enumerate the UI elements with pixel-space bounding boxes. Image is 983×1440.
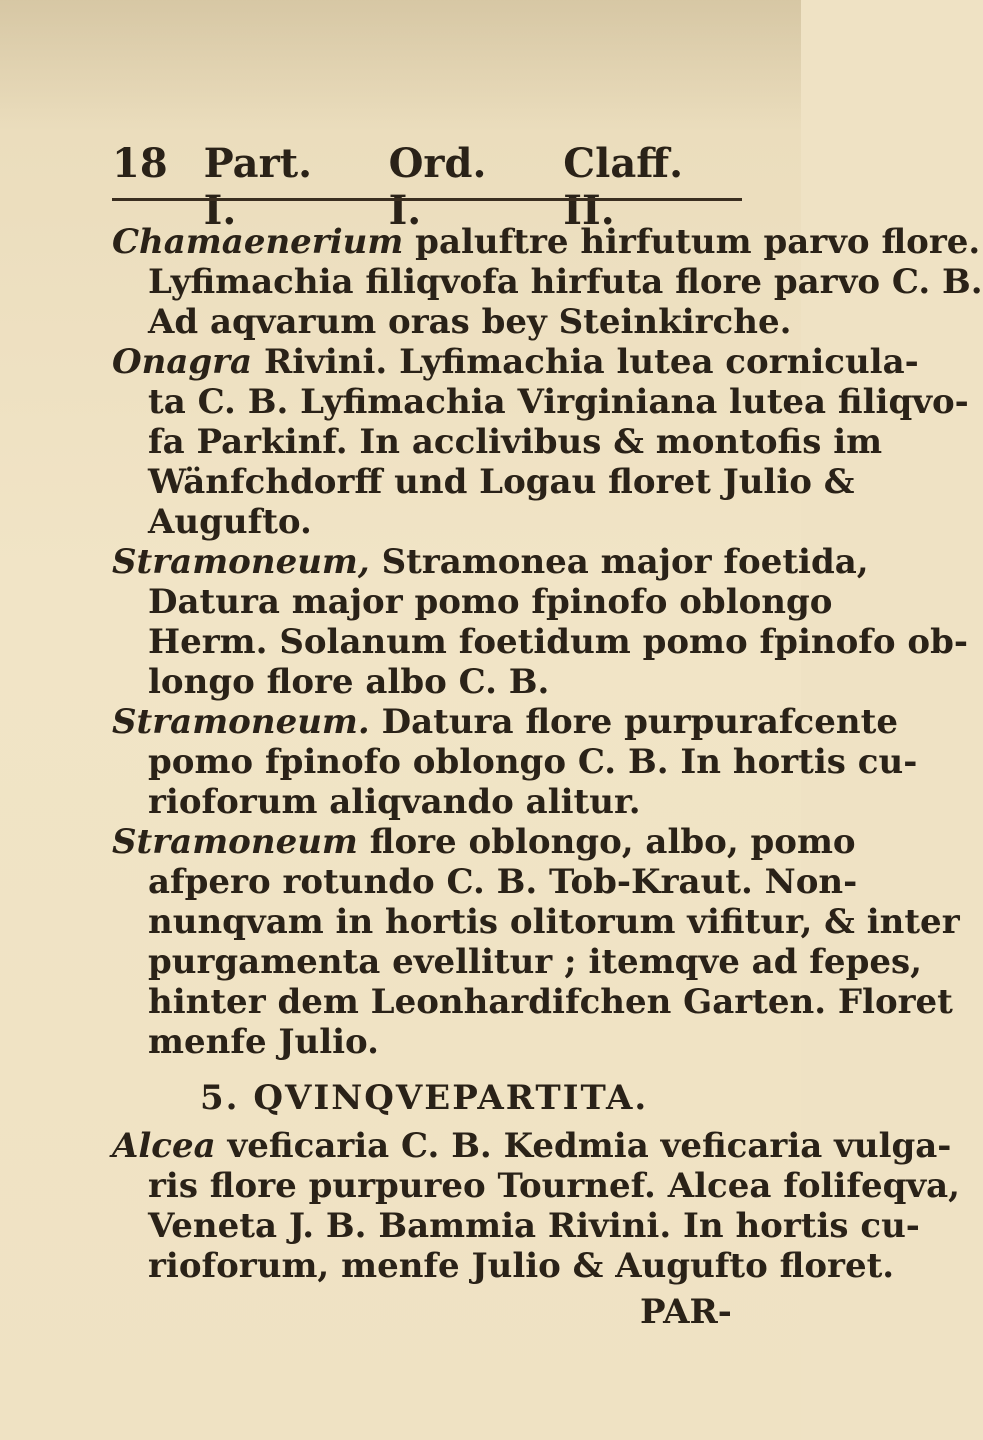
part-label: Part. I. [203, 140, 313, 234]
running-head [112, 140, 741, 234]
entry-line: menfe Julio. [148, 1022, 379, 1062]
entry-line: ta C. B. Lyfimachia Virginiana lutea filiqvo- [148, 382, 969, 422]
classis-label: Claff. II. [563, 140, 683, 234]
entry-line: Augufto. [148, 502, 312, 542]
entry-line: Stramoneum. Datura flore purpurafcente [112, 702, 898, 742]
entry-line: Lyfimachia filiqvofa hirfuta flore parvo C. B. [148, 262, 983, 302]
section-heading: 5. QVINQVEPARTITA. [200, 1078, 649, 1118]
page-number: 18 [112, 140, 168, 187]
header-rule [112, 198, 742, 201]
entry-name: Stramoneum, [112, 542, 370, 582]
entry-line: Datura major pomo fpinofo oblongo [148, 582, 833, 622]
entry-line: purgamenta evellitur ; itemqve ad fepes, [148, 942, 922, 982]
entry-line: fa Parkinf. In acclivibus & montofis im [148, 422, 883, 462]
entry-line: Wänfchdorff und Logau floret Julio & [148, 462, 855, 502]
entry-line: pomo fpinofo oblongo C. B. In hortis cu- [148, 742, 918, 782]
entry-name: Stramoneum. [112, 702, 370, 742]
entry-line: Ad aqvarum oras bey Steinkirche. [148, 302, 792, 342]
entry-line: afpero rotundo C. B. Tob-Kraut. Non- [148, 862, 858, 902]
entry-line: Veneta J. B. Bammia Rivini. In hortis cu- [148, 1206, 920, 1246]
entry-line: longo flore albo C. B. [148, 662, 550, 702]
entry-line: Herm. Solanum foetidum pomo fpinofo ob- [148, 622, 968, 662]
entry-line: rioforum aliqvando alitur. [148, 782, 641, 822]
entry-line: nunqvam in hortis olitorum vifitur, & inter [148, 902, 960, 942]
entry-line: Stramoneum flore oblongo, albo, pomo [112, 822, 856, 862]
entry-line: Onagra Rivini. Lyfimachia lutea cornicula- [112, 342, 919, 382]
entry-line: Alcea veficaria C. B. Kedmia veficaria vulga- [112, 1126, 952, 1166]
page-stain [0, 0, 801, 130]
ordo-label: Ord. I. [388, 140, 487, 234]
entry-name: Chamaenerium [112, 222, 404, 262]
entry-name: Alcea [112, 1126, 216, 1166]
entry-name: Onagra [112, 342, 253, 382]
entry-line: hinter dem Leonhardifchen Garten. Floret [148, 982, 953, 1022]
entry-line: ris flore purpureo Tournef. Alcea folifeqva, [148, 1166, 960, 1206]
catchword: PAR- [640, 1292, 732, 1332]
entry-line: Stramoneum, Stramonea major foetida, [112, 542, 869, 582]
entry-name: Stramoneum [112, 822, 358, 862]
entry-line: rioforum, menfe Julio & Augufto floret. [148, 1246, 895, 1286]
entry-line: Chamaenerium paluftre hirfutum parvo flore. [112, 222, 981, 262]
